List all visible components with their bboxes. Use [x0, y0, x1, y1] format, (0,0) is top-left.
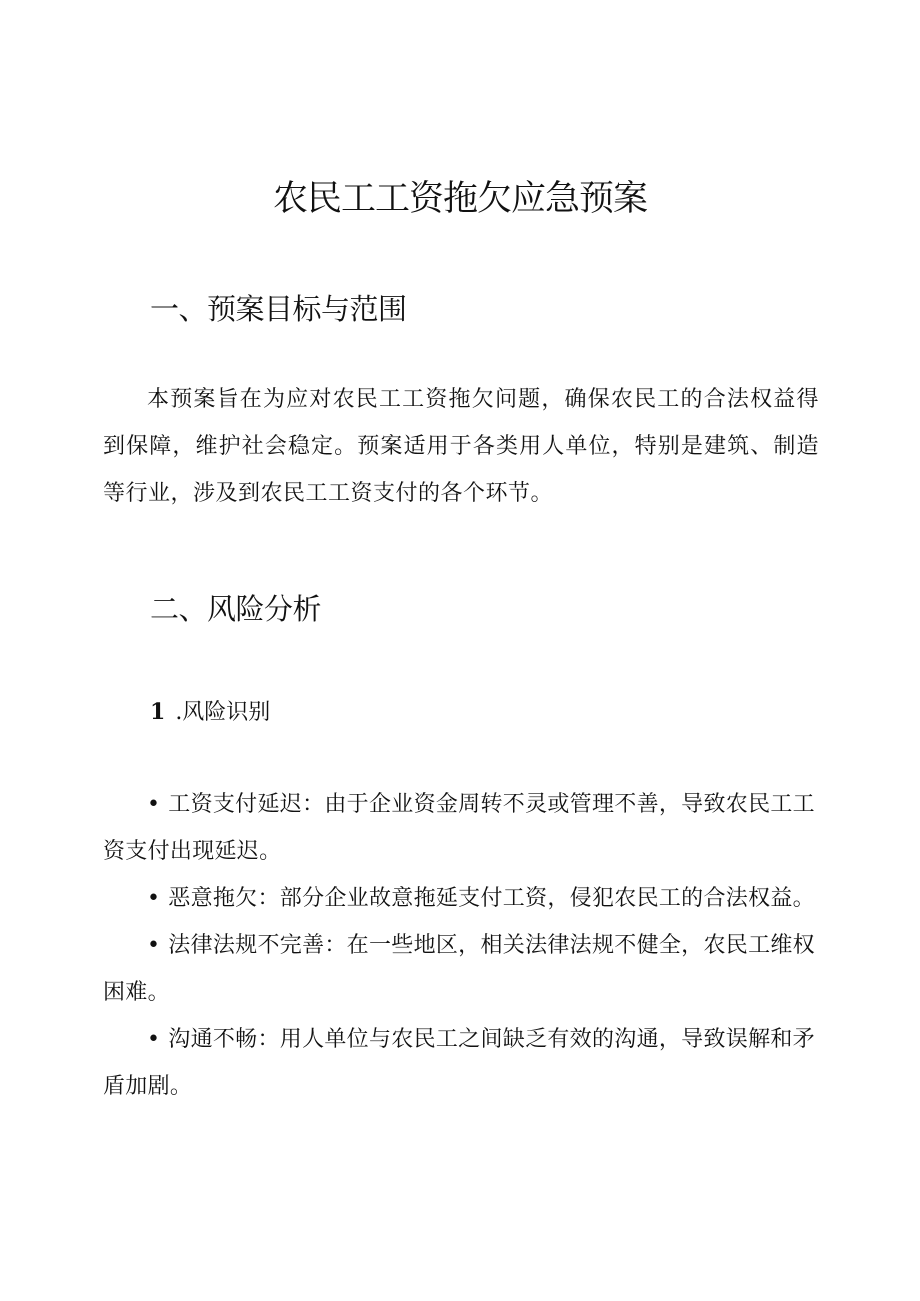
bullet-icon: • [147, 933, 161, 958]
bullet-icon: • [147, 792, 161, 817]
list-item [103, 781, 819, 875]
document-title: 农民工工资拖欠应急预案 [272, 179, 647, 219]
subsection-label: .风险识别 [175, 700, 271, 725]
list-item [103, 875, 819, 922]
risk-list [103, 781, 819, 1110]
list-item-text: 法律法规不完善：在一些地区，相关法律法规不健全，农民工维权困难。 [103, 933, 815, 1005]
list-item-text: 工资支付延迟：由于企业资金周转不灵或管理不善，导致农民工工资支付出现延迟。 [103, 792, 815, 864]
bullet-icon: • [147, 1027, 161, 1052]
section-paragraph-intro: 本预案旨在为应对农民工工资拖欠问题，确保农民工的合法权益得到保障，维护社会稳定。预案适用于各类用人单位，特别是建筑、制造等行业，涉及到农民工工资支付的各个环节。 [103, 387, 819, 506]
list-item [103, 922, 819, 1016]
section-heading-goals-scope: 一、预案目标与范围 [150, 292, 407, 326]
list-item-text: 恶意拖欠：部分企业故意拖延支付工资，侵犯农民工的合法权益。 [168, 886, 815, 911]
list-item [103, 1016, 819, 1110]
list-item-text: 沟通不畅：用人单位与农民工之间缺乏有效的沟通，导致误解和矛盾加剧。 [103, 1027, 815, 1099]
section-heading-risk-analysis: 二、风险分析 [150, 592, 322, 626]
bullet-icon: • [147, 886, 161, 911]
subsection-heading-risk-identification [150, 692, 270, 733]
subsection-number: 1 [150, 699, 166, 725]
